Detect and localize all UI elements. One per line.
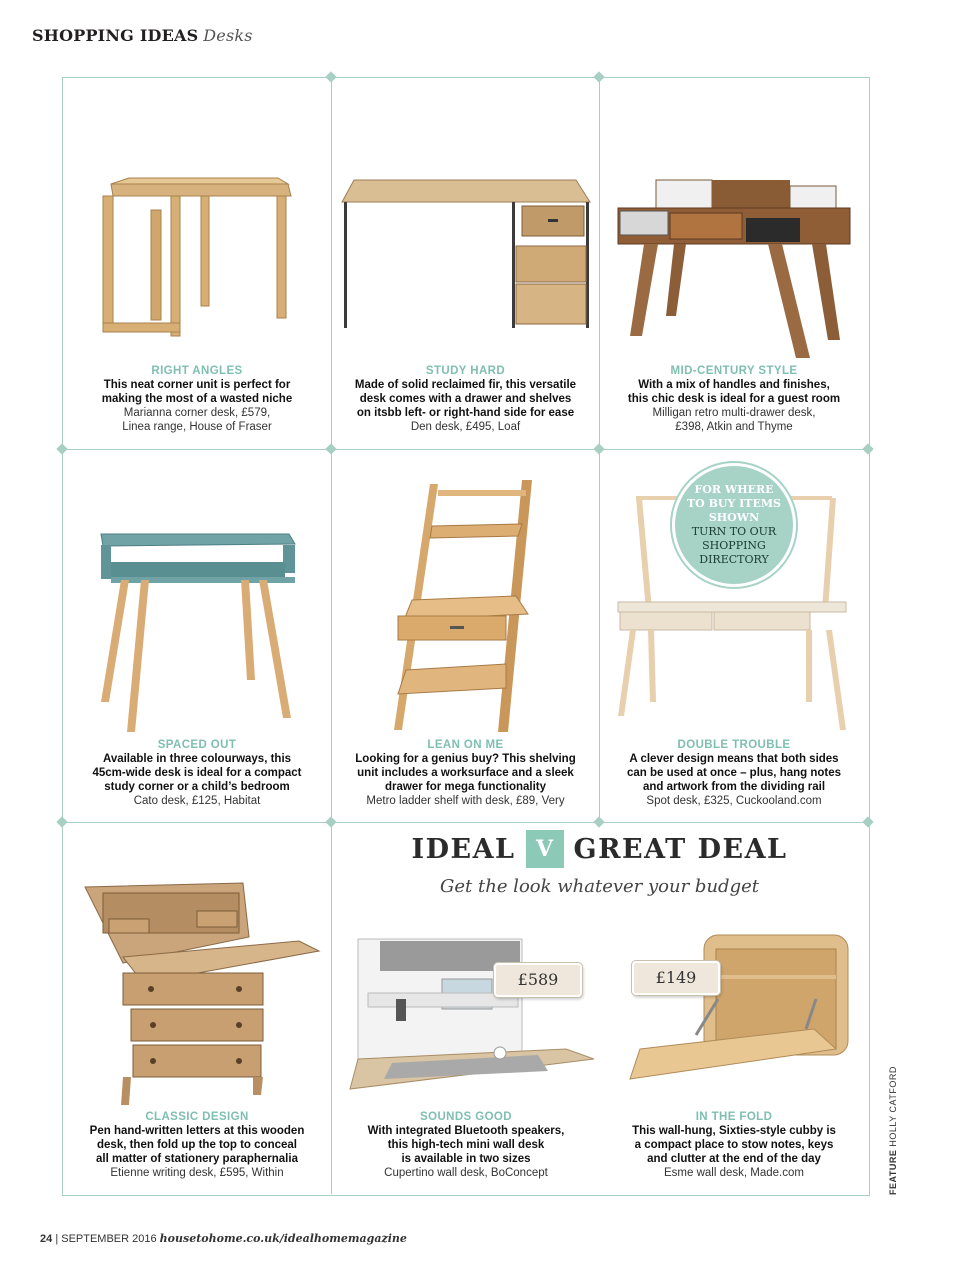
page-header bbox=[32, 26, 253, 46]
product-card-right-angles bbox=[63, 78, 331, 449]
price-tag-great-deal: £149 bbox=[632, 961, 720, 995]
blue-desk-image bbox=[63, 450, 331, 732]
product-text bbox=[336, 1110, 596, 1180]
product-description: on itsbb left- or right-hand side for ease bbox=[356, 407, 575, 419]
product-description: all matter of stationery paraphernalia bbox=[96, 1153, 298, 1165]
product-details: Linea range, House of Fraser bbox=[122, 421, 272, 433]
product-description: Made of solid reclaimed fir, this versatile bbox=[354, 379, 577, 391]
product-title: SPACED OUT bbox=[157, 739, 237, 751]
product-text bbox=[67, 1110, 327, 1180]
product-details: Cupertino wall desk, BoConcept bbox=[384, 1167, 548, 1179]
product-card-mid-century-style bbox=[600, 78, 868, 449]
badge-text: TURN TO OUR bbox=[691, 525, 777, 538]
product-details: Den desk, £495, Loaf bbox=[410, 421, 521, 433]
website-url: housetohome.co.uk/idealhomemagazine bbox=[159, 1232, 407, 1245]
page-footer bbox=[40, 1232, 407, 1245]
product-description: With a mix of handles and finishes, bbox=[638, 379, 830, 391]
product-description: This wall-hung, Sixties-style cubby is bbox=[632, 1125, 836, 1137]
product-details: £398, Atkin and Thyme bbox=[675, 421, 793, 433]
product-text bbox=[67, 738, 327, 808]
product-description: making the most of a wasted niche bbox=[101, 393, 293, 405]
product-title: LEAN ON ME bbox=[427, 739, 504, 751]
product-title: MID-CENTURY STYLE bbox=[670, 365, 798, 377]
product-description: this high-tech mini wall desk bbox=[387, 1139, 545, 1151]
product-description: This neat corner unit is perfect for bbox=[103, 379, 291, 391]
product-details: Milligan retro multi-drawer desk, bbox=[652, 407, 816, 419]
product-details: Marianna corner desk, £579, bbox=[123, 407, 271, 419]
product-description: is available in two sizes bbox=[401, 1153, 531, 1165]
product-title: DOUBLE TROUBLE bbox=[677, 739, 791, 751]
ideal-tagline: Get the look whatever your budget bbox=[440, 876, 759, 897]
badge-text: TO BUY ITEMS bbox=[686, 497, 781, 510]
product-title: CLASSIC DESIGN bbox=[145, 1111, 249, 1123]
product-card-spaced-out bbox=[63, 450, 331, 822]
ladder-desk-image bbox=[332, 450, 599, 732]
badge-text: FOR WHERE bbox=[694, 483, 774, 496]
product-text bbox=[67, 364, 327, 434]
product-details: Spot desk, £325, Cuckooland.com bbox=[646, 795, 822, 807]
footer-separator: | bbox=[55, 1233, 59, 1245]
product-title: STUDY HARD bbox=[425, 365, 506, 377]
product-card-lean-on-me bbox=[332, 450, 599, 822]
badge-text: DIRECTORY bbox=[699, 553, 769, 566]
writing-desk-image bbox=[63, 823, 331, 1113]
credit-name: HOLLY CATFORD bbox=[888, 1066, 898, 1147]
product-details: Etienne writing desk, £595, Within bbox=[110, 1167, 284, 1179]
product-details: Esme wall desk, Made.com bbox=[664, 1167, 804, 1179]
product-description: Looking for a genius buy? This shelving bbox=[355, 753, 576, 765]
product-description: study corner or a child’s bedroom bbox=[104, 781, 290, 793]
credit-label: FEATURE bbox=[888, 1149, 898, 1195]
section-title: SHOPPING IDEAS bbox=[32, 26, 199, 45]
product-card-study-hard bbox=[332, 78, 599, 449]
reclaimed-desk-image bbox=[332, 78, 599, 358]
product-description: can be used at once – plus, hang notes bbox=[626, 767, 842, 779]
product-description: Pen hand-written letters at this wooden bbox=[89, 1125, 305, 1137]
product-description: A clever design means that both sides bbox=[629, 753, 839, 765]
product-description: and clutter at the end of the day bbox=[647, 1153, 821, 1165]
product-description: With integrated Bluetooth speakers, bbox=[367, 1125, 565, 1137]
product-text bbox=[604, 1110, 864, 1180]
shopping-directory-badge bbox=[672, 463, 796, 587]
retro-desk-image bbox=[600, 78, 868, 358]
product-title: IN THE FOLD bbox=[695, 1111, 773, 1123]
badge-text: SHOWN bbox=[708, 511, 760, 524]
page-number: 24 bbox=[40, 1233, 53, 1245]
product-description: unit includes a worksurface and a sleek bbox=[357, 767, 574, 779]
product-text bbox=[604, 738, 864, 808]
section-subtitle: Desks bbox=[203, 26, 253, 45]
issue-date: SEPTEMBER 2016 bbox=[61, 1233, 157, 1245]
product-description: drawer for mega functionality bbox=[384, 781, 547, 793]
product-description: a compact place to stow notes, keys bbox=[634, 1139, 834, 1151]
great-deal-heading: GREAT DEAL bbox=[573, 833, 788, 865]
product-description: desk comes with a drawer and shelves bbox=[359, 393, 572, 405]
corner-desk-image bbox=[63, 78, 331, 358]
product-description: and artwork from the dividing rail bbox=[642, 781, 826, 793]
product-description: 45cm-wide desk is ideal for a compact bbox=[92, 767, 302, 779]
price-tag-ideal: £589 bbox=[494, 963, 582, 997]
product-details: Metro ladder shelf with desk, £89, Very bbox=[366, 795, 565, 807]
product-details: Cato desk, £125, Habitat bbox=[133, 795, 261, 807]
versus-badge: V bbox=[526, 830, 564, 868]
badge-text: SHOPPING bbox=[702, 539, 766, 552]
product-text bbox=[336, 364, 595, 434]
product-text bbox=[604, 364, 864, 434]
ideal-heading: IDEAL bbox=[411, 833, 516, 865]
feature-credit bbox=[888, 1066, 898, 1195]
product-description: desk, then fold up the top to conceal bbox=[97, 1139, 297, 1151]
product-title: SOUNDS GOOD bbox=[420, 1111, 512, 1123]
product-title: RIGHT ANGLES bbox=[151, 365, 243, 377]
product-description: Available in three colourways, this bbox=[102, 753, 292, 765]
product-card-in-the-fold bbox=[600, 823, 868, 1194]
product-card-classic-design bbox=[63, 823, 331, 1194]
product-card-sounds-good bbox=[332, 823, 600, 1194]
product-text bbox=[336, 738, 595, 808]
product-description: this chic desk is ideal for a guest room bbox=[627, 393, 841, 405]
